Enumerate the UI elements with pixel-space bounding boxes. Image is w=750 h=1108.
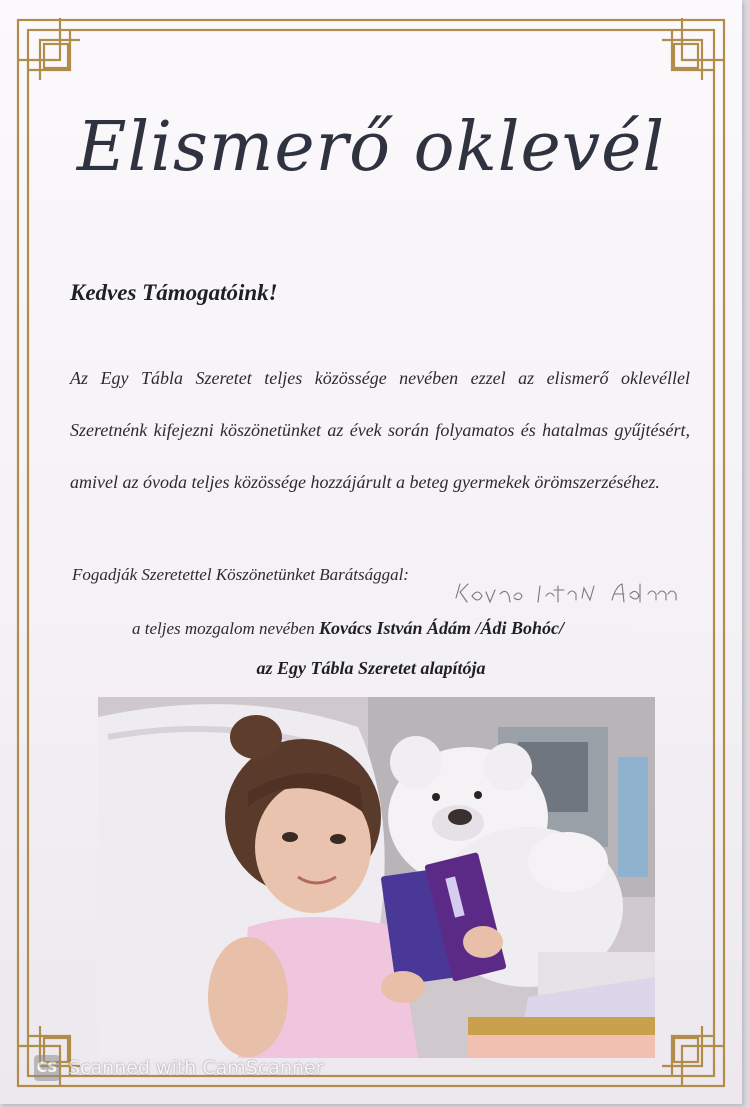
watermark-text: Scanned with CamScanner: [68, 1057, 324, 1079]
camscanner-watermark: [34, 1052, 324, 1084]
movement-line: [132, 618, 564, 639]
closing-line: Fogadják Szeretettel Köszönetünket Barátsággal:: [72, 565, 409, 584]
movement-prefix: a teljes mozgalom nevében: [132, 619, 315, 638]
certificate-title: Elismerő oklevél: [76, 108, 666, 187]
greeting: Kedves Támogatóink!: [70, 280, 278, 305]
body-paragraph: Az Egy Tábla Szeretet teljes közössége nevében ezzel az elismerő oklevéllel Szeretnénk kifejezni köszönetünket az évek során folyamatos és hatalmas gyűjtésért, amivel az óvoda teljes közössége hozzájárult a beteg gyermekek örömszerzéséhez.: [70, 368, 690, 492]
founder-role: az Egy Tábla Szeretet alapítója: [256, 658, 486, 678]
signatory-name: Kovács István Ádám /Ádi Bohóc/: [318, 618, 564, 638]
camscanner-icon: CS: [34, 1055, 60, 1081]
handwritten-signature: [452, 576, 692, 612]
photo-girl-with-teddy-bear: [98, 697, 655, 1058]
